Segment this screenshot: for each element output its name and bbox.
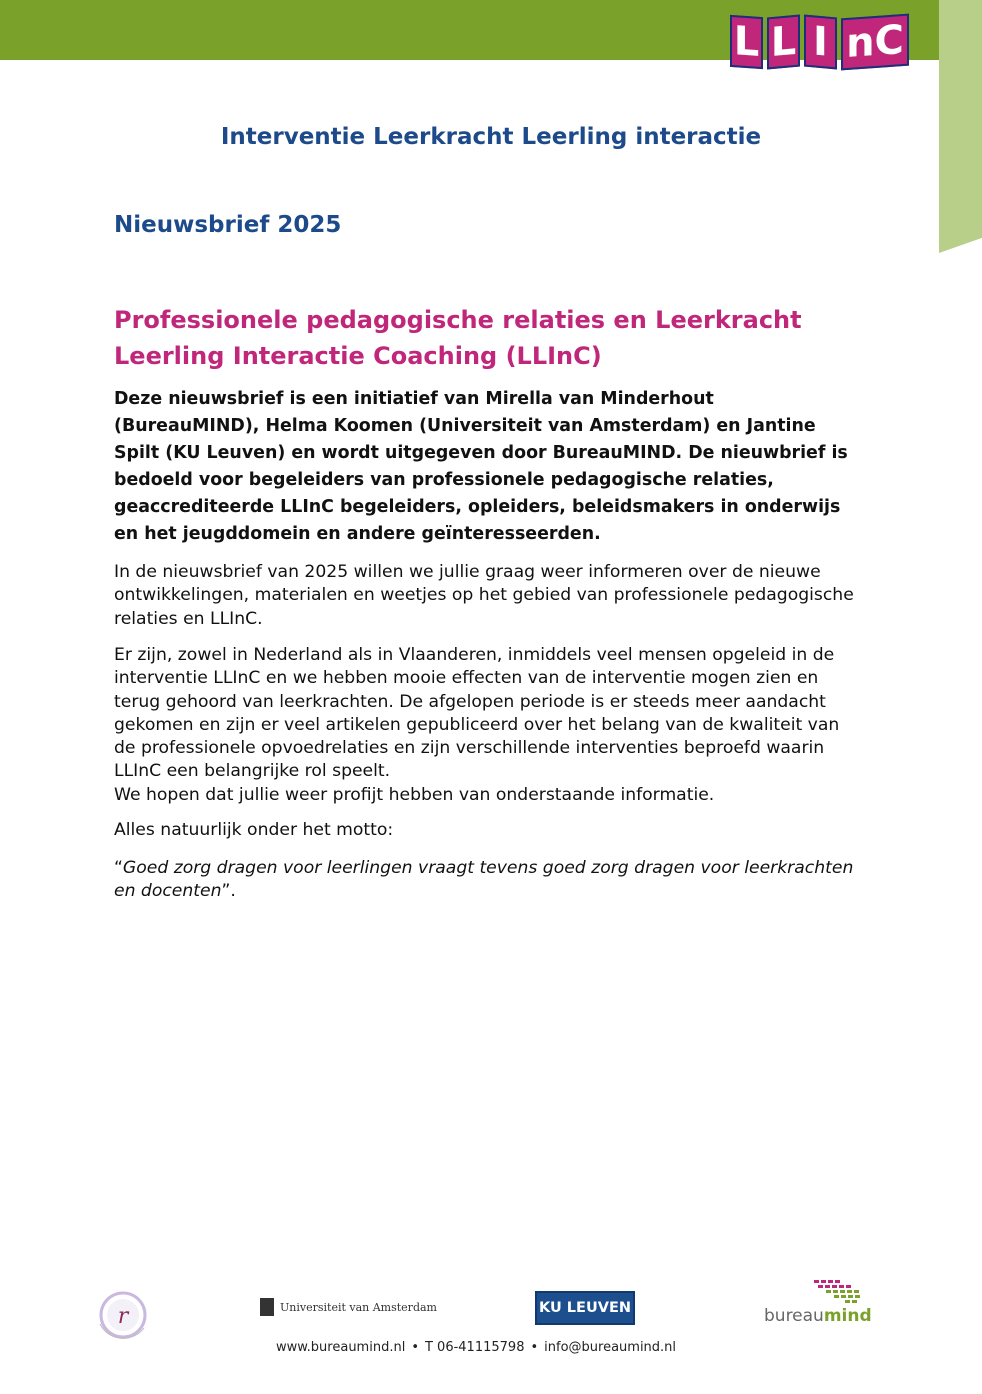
logo-letter-l2: L [767, 15, 800, 70]
bureaumind-word-a: bureau [764, 1306, 824, 1326]
motto-quote [114, 857, 859, 904]
logo-letter-i: I [804, 15, 837, 70]
logo-letter-l1: L [730, 15, 763, 69]
paragraph-1: In de nieuwsbrief van 2025 willen we jullie graag weer informeren over de nieuwe ontwikkelingen, materialen en weetjes op het gebied van professionele pedagogische relaties en LLInC. [114, 562, 854, 629]
uva-shield-icon [260, 1298, 274, 1316]
logo-letter-nc: nC [841, 14, 909, 71]
section-heading: Professionele pedagogische relaties en Leerkracht Leerling Interactie Coaching (LLInC) [114, 306, 802, 370]
ku-leuven-logo: KU LEUVEN [535, 1291, 635, 1325]
page-title: Interventie Leerkracht Leerling interactie [220, 124, 762, 150]
newsletter-subtitle: Nieuwsbrief 2025 [114, 212, 342, 238]
crkbo-registered-logo-icon [92, 1284, 154, 1346]
llinc-logo [730, 16, 913, 74]
intro-paragraph: Deze nieuwsbrief is een initiatief van Mirella van Minderhout (BureauMIND), Helma Koomen (Universiteit van Amsterdam) en Jantine Spilt (KU Leuven) en wordt uitgegeven door BureauMIND. De nieuwbrief is bedoeld voor begeleiders van professionele pedagogische relaties, geaccrediteerde LLInC begeleiders, opleiders, beleidsmakers in onderwijs en het jeugddomein en andere geïnteresseerden. [114, 389, 848, 544]
website-link[interactable]: www.bureaumind.nl [275, 1340, 406, 1355]
contact-line [0, 1340, 952, 1355]
uva-name: Universiteit van Amsterdam [280, 1300, 437, 1314]
separator-bullet: • [411, 1340, 419, 1355]
separator-bullet: • [530, 1340, 539, 1355]
email-link[interactable]: info@bureaumind.nl [544, 1340, 677, 1355]
bureaumind-logo [762, 1276, 872, 1332]
svg-text:r: r [117, 1304, 129, 1329]
paragraph-2-closing: We hopen dat jullie weer profijt hebben van onderstaande informatie. [114, 784, 715, 805]
quote-close: ”. [221, 881, 236, 902]
bureaumind-dots-icon [812, 1278, 864, 1308]
paragraph-3: Alles natuurlijk onder het motto: [114, 820, 394, 840]
bureaumind-word-b: mind [823, 1306, 872, 1326]
quote-open: “ [114, 858, 123, 878]
uva-logo [260, 1298, 437, 1316]
phone-number: T 06-41115798 [424, 1340, 525, 1355]
footer-logos [0, 1276, 982, 1336]
paragraph-2 [114, 644, 859, 807]
quote-text: Goed zorg dragen voor leerlingen vraagt tevens goed zorg dragen voor leerkrachten en docenten [114, 858, 854, 902]
bureaumind-wordmark [764, 1306, 872, 1326]
paragraph-2-body: Er zijn, zowel in Nederland als in Vlaanderen, inmiddels veel mensen opgeleid in de interventie LLInC en we hebben mooie effecten van de interventie mogen zien en terug gehoord van leerkrachten. De afgelopen periode is er steeds meer aandacht gekomen en zijn er veel artikelen gepubliceerd over het belang van de kwaliteit van de professionele opvoedrelaties en zijn verschillende interventies beproefd waarin LLInC een belangrijke rol speelt. [114, 645, 840, 782]
